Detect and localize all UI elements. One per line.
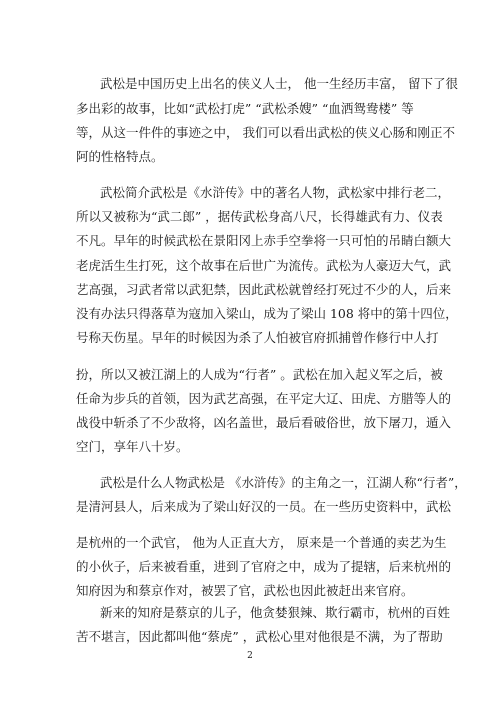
page-number: 2 (247, 651, 253, 661)
text-line: 没有办法只得落草为寇加入梁山，成为了梁山 108 将中的第十四位， (76, 306, 458, 321)
text-line: 不凡。早年的时候武松在景阳冈上赤手空拳将一只可怕的吊睛白额大 (76, 233, 452, 248)
text-line: 空门，享年八十岁。 (76, 439, 189, 454)
text-line: 苦不堪言，因此都叫他“蔡虎” ，武松心里对他很是不满，为了帮助 (76, 629, 443, 644)
text-line: 武松简介武松是《水浒传》中的著名人物，武松家中排行老二， (100, 185, 451, 200)
text-line: 等，从这一件件的事迹之中， 我们可以看出武松的侠义心肠和刚正不 (76, 125, 455, 140)
text-line: 任命为步兵的首领，因为武艺高强，在平定大辽、田虎、方腊等人的 (76, 391, 452, 406)
text-line: 阿的性格特点。 (76, 149, 164, 164)
text-line: 所以又被称为“武二郎” ，据传武松身高八尺，长得雄武有力、仪表 (76, 209, 443, 224)
text-line: 知府因为和蔡京作对，被罢了官，武松也因此被赶出来官府。 (76, 583, 414, 598)
text-line: 扮，所以又被江湖上的人成为“行者” 。武松在加入起义军之后，被 (76, 367, 443, 382)
text-line: 多出彩的故事，比如“武松打虎” “武松杀嫂” “血洒鸳鸯楼” 等 (76, 101, 414, 116)
text-line: 武松是中国历史上出名的侠义人士， 他一生经历丰富， 留下了很 (100, 76, 458, 91)
text-line: 武松是什么人物武松是 《水浒传》的主角之一，江湖人称“行者”， (100, 475, 467, 490)
text-line: 号称天伤星。早年的时候因为杀了人怕被官府抓捕曾作修行中人打 (76, 330, 439, 345)
text-line: 战役中斩杀了不少敌将，凶名盖世，最后看破俗世，放下屠刀，遁入 (76, 415, 452, 430)
text-line: 是杭州的一个武官， 他为人正直大方， 原来是一个普通的卖艺为生 (76, 535, 447, 550)
text-line: 的小伙子，后来被看重，进到了官府之中，成为了提辖，后来杭州的 (76, 559, 452, 574)
text-line: 艺高强，习武者常以武犯禁，因此武松就曾经打死过不少的人，后来 (76, 282, 452, 297)
text-line: 老虎活生生打死，这个故事在后世广为流传。武松为人豪迈大气，武 (76, 258, 452, 273)
text-line: 是清河县人，后来成为了梁山好汉的一员。在一些历史资料中，武松 (76, 499, 452, 514)
text-line: 新来的知府是蔡京的儿子，他贪婪狠辣、欺行霸市，杭州的百姓 (100, 605, 451, 620)
